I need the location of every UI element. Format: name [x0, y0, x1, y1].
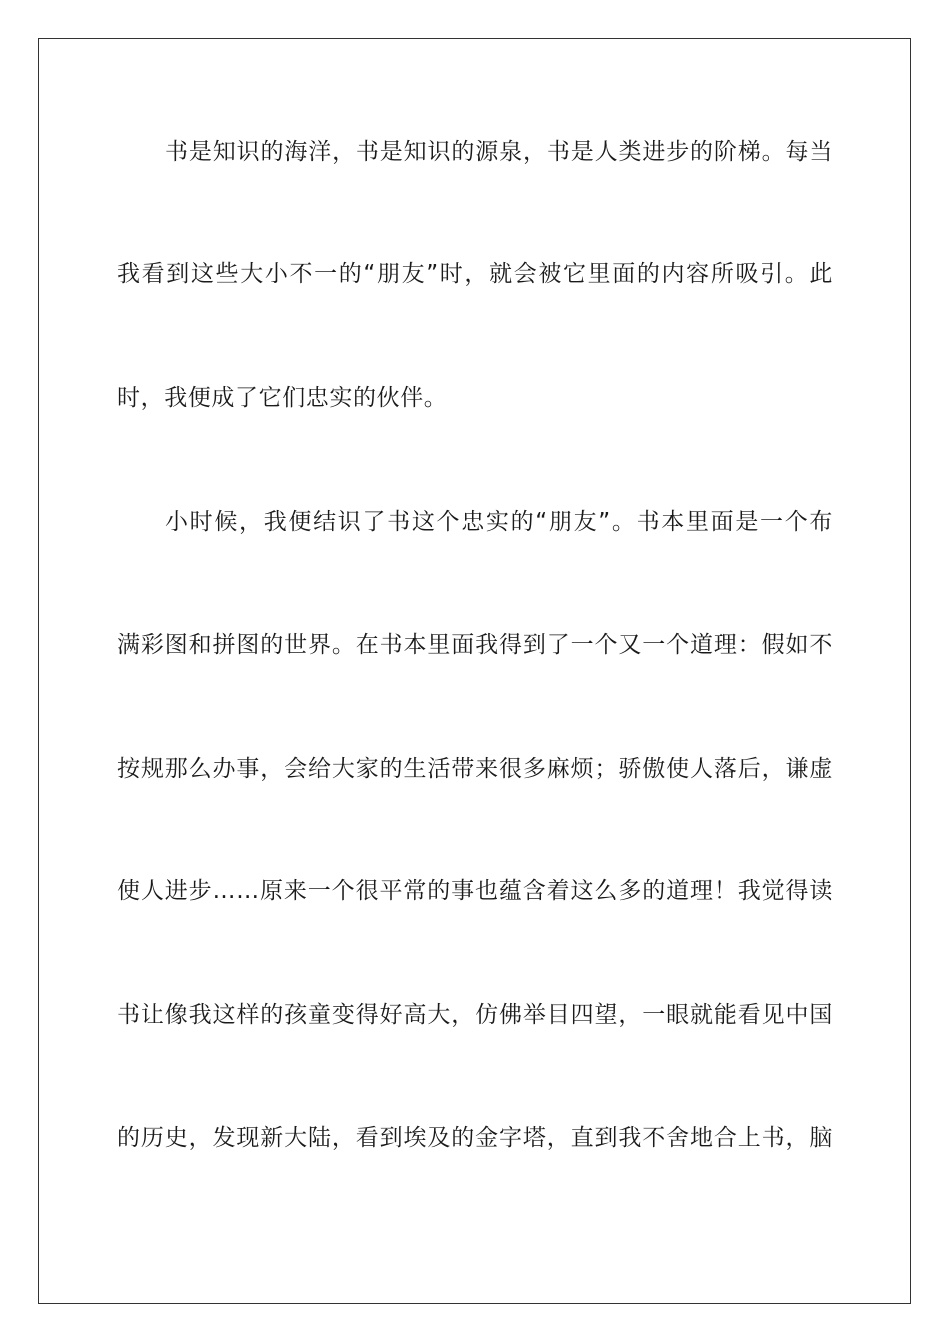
- paragraph-2-line-3: 按规那么办事，会给大家的生活带来很多麻烦；骄傲使人落后，谦虚: [117, 756, 833, 782]
- paragraph-2-line-1: 小时候，我便结识了书这个忠实的“朋友”。书本里面是一个布: [165, 509, 833, 535]
- page-frame: [38, 38, 911, 1304]
- paragraph-2-line-5: 书让像我这样的孩童变得好高大，仿佛举目四望，一眼就能看见中国: [117, 1002, 833, 1028]
- paragraph-2-line-4: 使人进步……原来一个很平常的事也蕴含着这么多的道理！我觉得读: [117, 878, 833, 904]
- paragraph-1-line-3: 时，我便成了它们忠实的伙伴。: [117, 385, 448, 411]
- paragraph-2-line-6: 的历史，发现新大陆，看到埃及的金字塔，直到我不舍地合上书，脑: [117, 1125, 833, 1151]
- paragraph-1-line-2: 我看到这些大小不一的“朋友”时，就会被它里面的内容所吸引。此: [117, 261, 833, 287]
- paragraph-1-line-1: 书是知识的海洋，书是知识的源泉，书是人类进步的阶梯。每当: [165, 139, 833, 165]
- paragraph-2-line-2: 满彩图和拼图的世界。在书本里面我得到了一个又一个道理：假如不: [117, 632, 833, 658]
